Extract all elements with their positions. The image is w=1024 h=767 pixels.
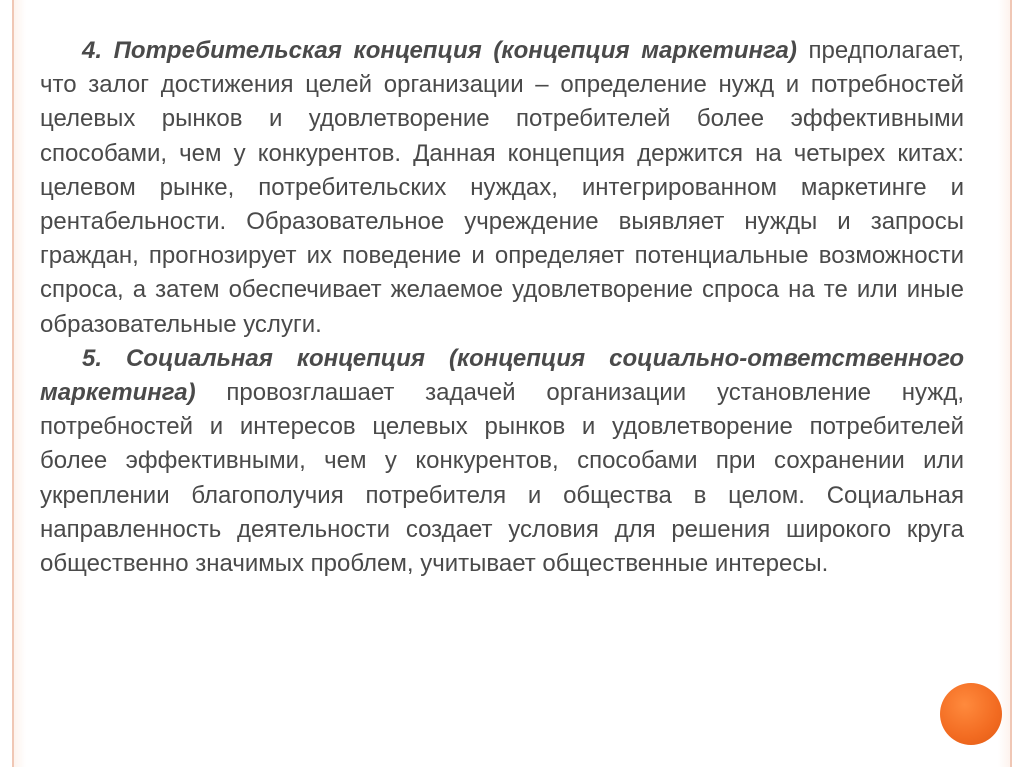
- orange-circle-decoration: [940, 683, 1002, 745]
- paragraph-body: провозглашает задачей организации установление нужд, потребностей и интересов целевых рынков и удовлетворение потребителей более эффективными, чем у конкурентов, способами при сохранении или укреплении благополучия потребителя и общества в целом. Социальная направленность деятельности создает условия для решения широкого круга общественно значимых проблем, учитывает общественные интересы.: [40, 379, 964, 578]
- paragraph-heading: 4. Потребительская концепция (концепция маркетинга): [82, 37, 797, 64]
- paragraph-social-concept: [40, 342, 964, 581]
- paragraph-body: предполагает, что залог достижения целей организации – определение нужд и потребностей целевых рынков и удовлетворение потребителей более эффективными способами, чем у конкурентов. Данная концепция держится на четырех китах: целевом рынке, потребительских нуждах, интегрированном маркетинге и рентабельности. Образовательное учреждение выявляет нужды и запросы граждан, прогнозирует их поведение и определяет потенциальные возможности спроса, а затем обеспечивает желаемое удовлетворение спроса на те или иные образовательные услуги.: [40, 37, 964, 338]
- paragraph-heading: 5. Социальная концепция (концепция социально-ответственного маркетинга): [40, 344, 964, 407]
- content-text: [40, 34, 964, 581]
- paragraph-consumer-concept: [40, 34, 964, 342]
